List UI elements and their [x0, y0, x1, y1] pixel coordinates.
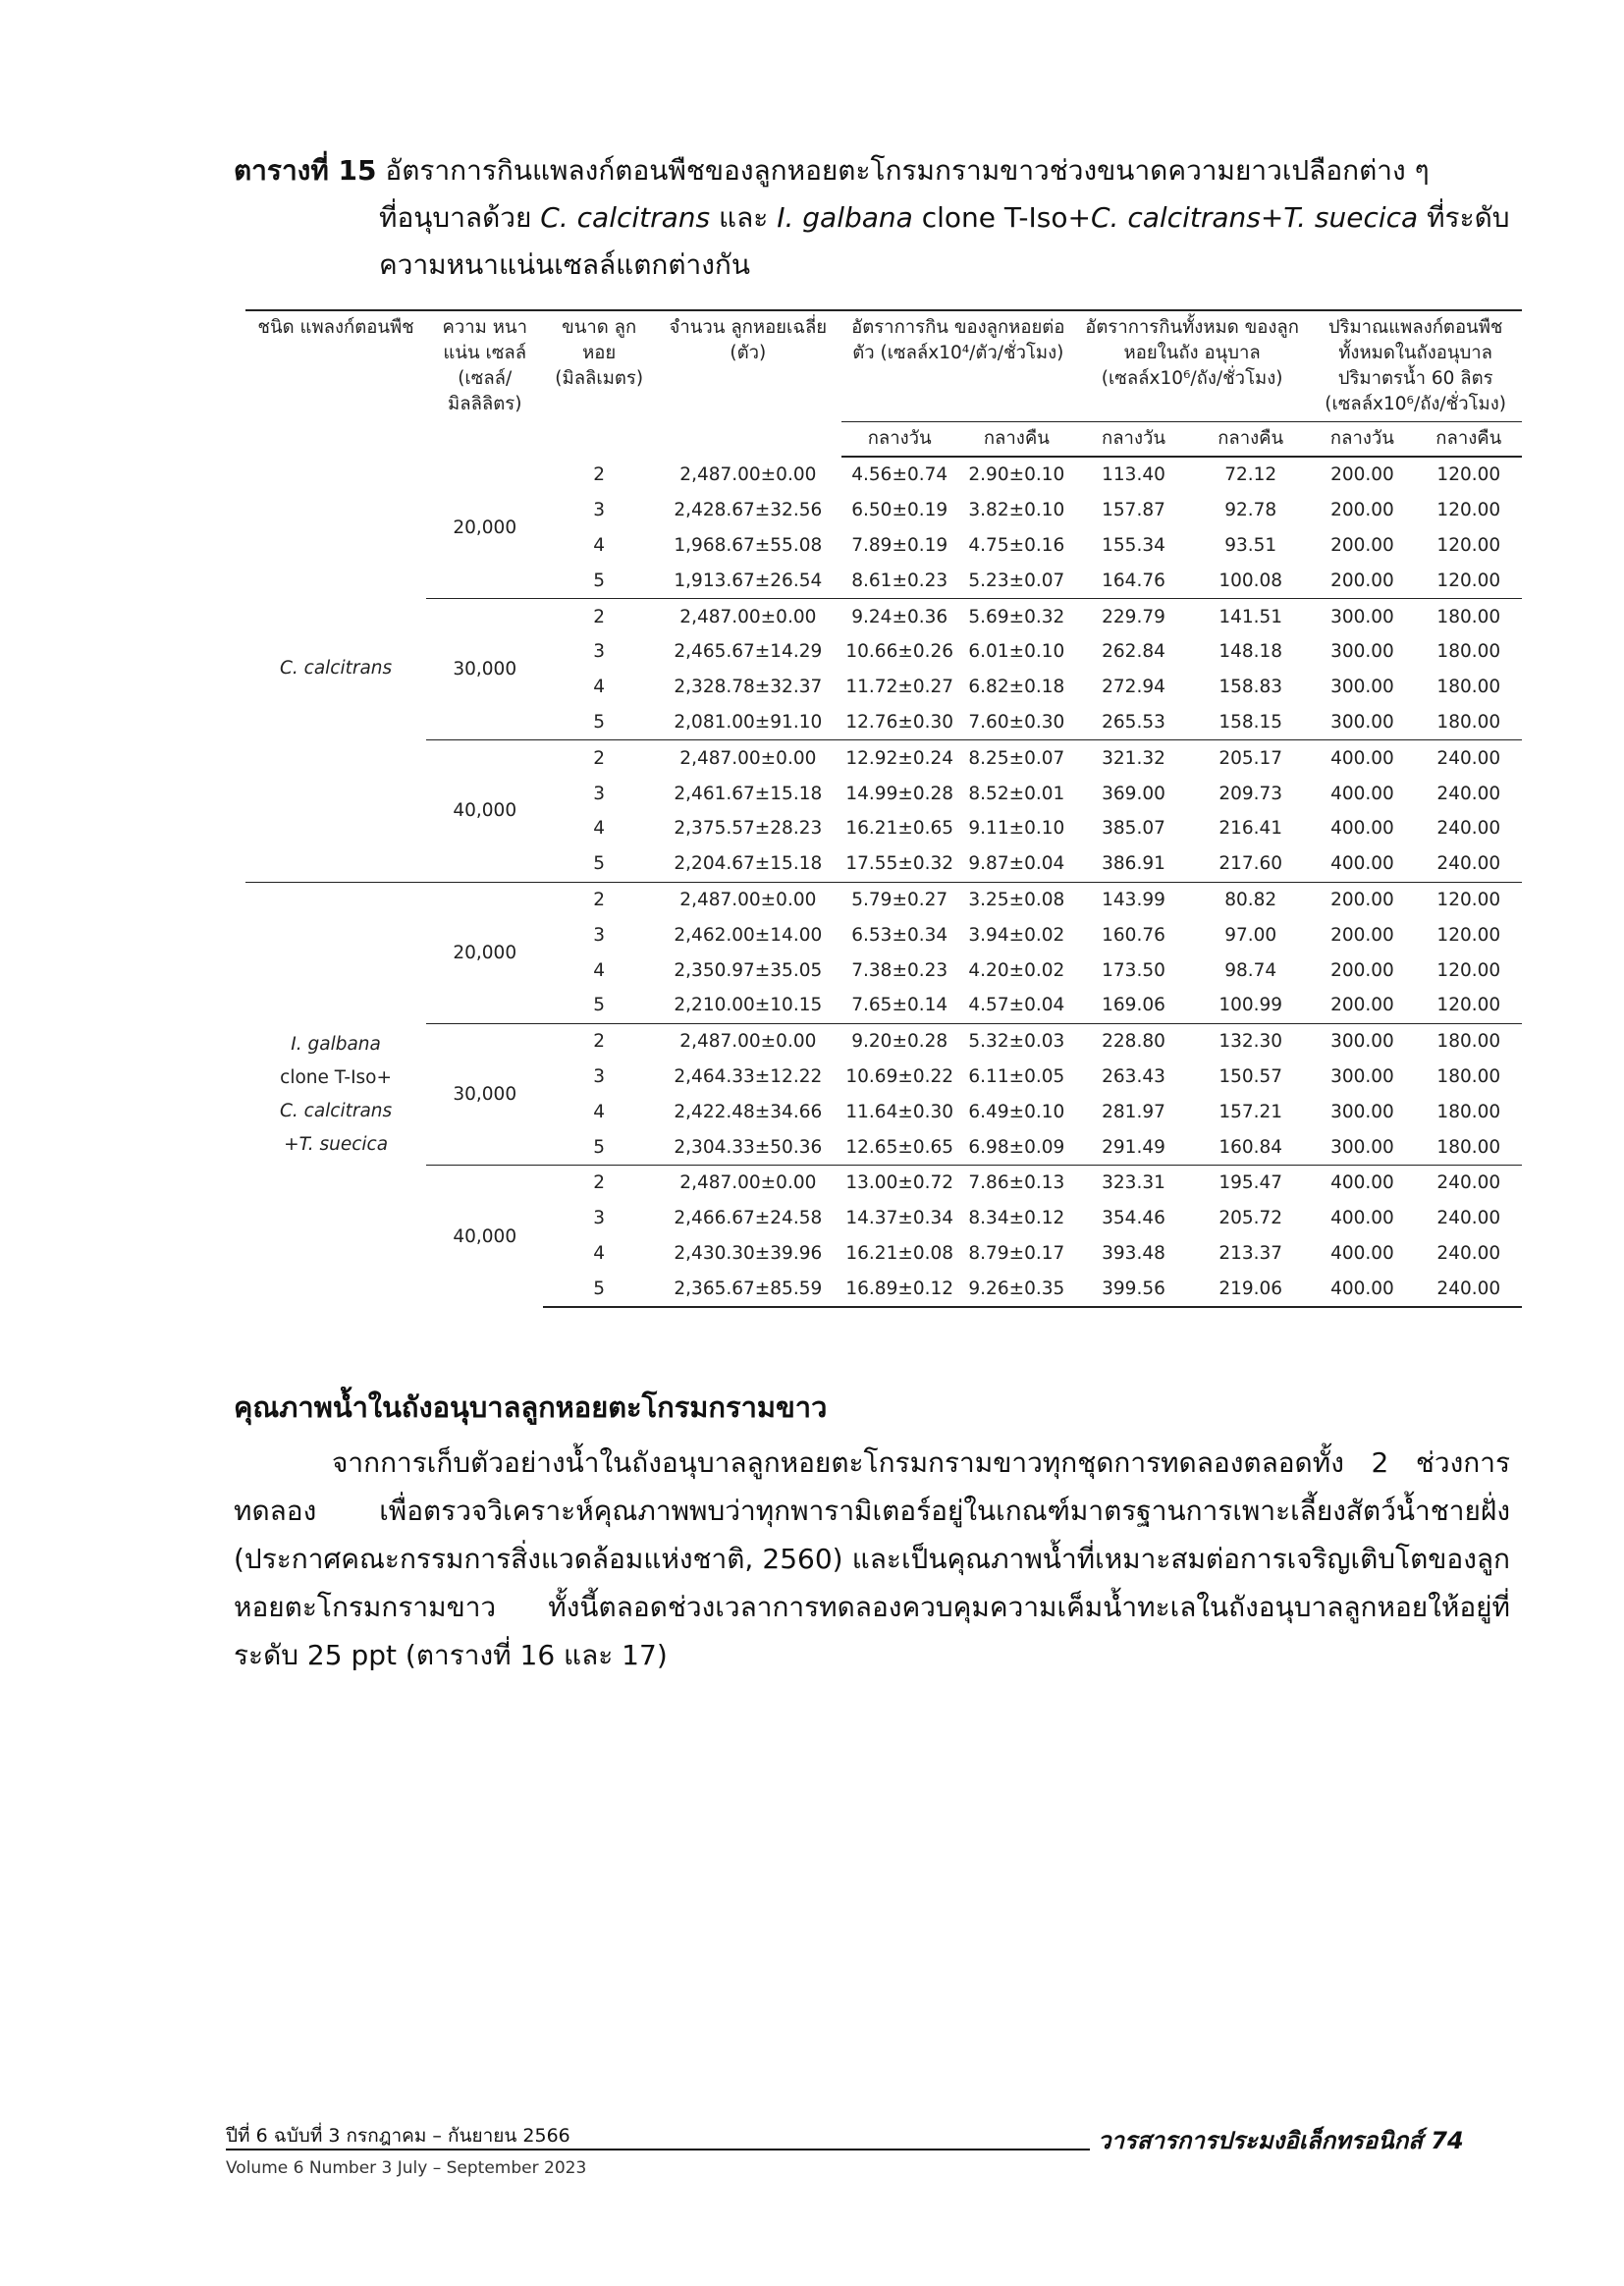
table-cell: 205.72 — [1218, 1208, 1283, 1229]
table-cell: 12.76±0.30 — [845, 711, 954, 733]
table-cell: 120.00 — [1436, 924, 1501, 946]
table-row — [245, 1023, 1522, 1059]
species-name: T. suecica — [1283, 201, 1419, 234]
table-cell: 281.97 — [1102, 1101, 1165, 1122]
table-cell: 300.00 — [1330, 1065, 1394, 1087]
table-cell: 8.34±0.12 — [968, 1208, 1065, 1229]
caption-line-1 — [234, 147, 1500, 194]
table-cell: 158.83 — [1218, 677, 1283, 698]
table-cell: 9.26±0.35 — [958, 1271, 1075, 1307]
table-cell: 150.57 — [1218, 1065, 1283, 1087]
table-row — [245, 740, 1522, 776]
table-row — [245, 599, 1522, 634]
table-cell: 120.00 — [1436, 959, 1501, 981]
table-cell: 1,913.67±26.54 — [674, 570, 823, 591]
table-cell: 200.00 — [1330, 959, 1394, 981]
table-cell: 120.00 — [1416, 882, 1522, 917]
table-cell: 93.51 — [1224, 534, 1277, 556]
table-cell: 354.46 — [1102, 1208, 1165, 1229]
table-cell: 240.00 — [1416, 1271, 1522, 1307]
table-cell: 157.21 — [1218, 1101, 1283, 1122]
table-cell: 92.78 — [1224, 500, 1277, 521]
table-cell: 400.00 — [1309, 1165, 1415, 1200]
table-cell: 180.00 — [1416, 599, 1522, 634]
species-name: C. calcitrans — [1090, 201, 1261, 234]
table-cell: 17.55±0.32 — [845, 853, 954, 875]
table-cell: 400.00 — [1330, 853, 1394, 875]
table-cell: 72.12 — [1224, 464, 1277, 486]
table-cell: 240.00 — [1436, 853, 1501, 875]
table-cell: 2 — [543, 740, 655, 776]
table-cell: 8.25±0.07 — [958, 740, 1075, 776]
table-cell: 98.74 — [1224, 959, 1277, 981]
table-cell: 272.94 — [1102, 677, 1165, 698]
table-cell: 3 — [593, 1065, 606, 1087]
caption-label: ตารางที่ 15 — [234, 154, 377, 187]
table-cell: 2,430.30±39.96 — [674, 1242, 823, 1264]
table-cell: 7.65±0.14 — [851, 995, 948, 1016]
header-species: ชนิด แพลงก์ตอนพืช — [245, 310, 426, 457]
header-count: จำนวน ลูกหอยเฉลี่ย (ตัว) — [655, 310, 841, 457]
caption-text: ที่อนุบาลด้วย — [379, 201, 532, 234]
table-cell: 4 — [593, 534, 606, 556]
table-cell: 9.20±0.28 — [841, 1023, 958, 1059]
table-cell: 180.00 — [1436, 711, 1501, 733]
header-night: กลางคืน — [1416, 422, 1522, 458]
footer-rule — [226, 2149, 1090, 2150]
table-cell: 2,487.00±0.00 — [655, 1165, 841, 1200]
table-cell: 240.00 — [1436, 1242, 1501, 1264]
header-density: ความ หนาแน่น เซลล์ (เซลล์/ มิลลิลิตร) — [426, 310, 543, 457]
species-name: C. calcitrans — [540, 201, 711, 234]
table-cell: 12.65±0.65 — [845, 1136, 954, 1158]
table-cell: 2,422.48±34.66 — [674, 1101, 823, 1122]
table-cell: 7.86±0.13 — [958, 1165, 1075, 1200]
table-cell: 180.00 — [1436, 677, 1501, 698]
table-cell: 399.56 — [1075, 1271, 1192, 1307]
table-cell: 2,465.67±14.29 — [674, 641, 823, 663]
table-cell: 5 — [593, 570, 606, 591]
table-cell: 2 — [543, 1165, 655, 1200]
table-cell: 12.92±0.24 — [841, 740, 958, 776]
table-cell: 2,328.78±32.37 — [674, 677, 823, 698]
species-line: +T. suecica — [284, 1133, 389, 1155]
table-cell: 2,081.00±91.10 — [674, 711, 823, 733]
table-body — [245, 457, 1522, 1307]
table-cell: 200.00 — [1309, 882, 1415, 917]
table-cell: 300.00 — [1330, 1136, 1394, 1158]
table-cell: 157.87 — [1102, 500, 1165, 521]
section-title: คุณภาพน้ำในถังอนุบาลลูกหอยตะโกรมกรามขาว — [234, 1390, 828, 1424]
species-name: I. galbana — [777, 201, 913, 234]
header-size: ขนาด ลูกหอย (มิลลิเมตร) — [543, 310, 655, 457]
table-cell: 2,210.00±10.15 — [674, 995, 823, 1016]
table-cell: 14.99±0.28 — [845, 783, 954, 804]
header-night: กลางคืน — [1192, 422, 1309, 458]
density-cell: 40,000 — [426, 740, 543, 882]
table-cell: 180.00 — [1436, 1065, 1501, 1087]
table-cell: 263.43 — [1102, 1065, 1165, 1087]
table-cell: 400.00 — [1330, 783, 1394, 804]
table-cell: 9.11±0.10 — [968, 818, 1065, 840]
table-cell: 200.00 — [1330, 570, 1394, 591]
table-cell: 2,350.97±35.05 — [674, 959, 823, 981]
caption-text: อัตราการกินแพลงก์ตอนพืชของลูกหอยตะโกรมกรามขาวช่วงขนาดความยาวเปลือกต่าง ๆ — [385, 154, 1430, 187]
table-cell: 180.00 — [1436, 1101, 1501, 1122]
table-cell: 2,428.67±32.56 — [674, 500, 823, 521]
density-cell: 30,000 — [426, 599, 543, 740]
journal-name: วารสารการประมงอิเล็กทรอนิกส์ — [1098, 2127, 1423, 2154]
table-cell: 300.00 — [1330, 711, 1394, 733]
table-cell: 8.52±0.01 — [968, 783, 1065, 804]
table-cell: 4.20±0.02 — [968, 959, 1065, 981]
species-line: C. calcitrans — [279, 658, 393, 680]
table-cell: 120.00 — [1436, 570, 1501, 591]
caption-line-3: ความหนาแน่นเซลล์แตกต่างกัน — [379, 248, 751, 281]
table-cell: 240.00 — [1436, 1208, 1501, 1229]
table-cell: 160.76 — [1102, 924, 1165, 946]
table-cell: 155.34 — [1102, 534, 1165, 556]
table-cell: 240.00 — [1436, 783, 1501, 804]
table-cell: 6.11±0.05 — [968, 1065, 1065, 1087]
density-cell: 40,000 — [426, 1165, 543, 1307]
table-cell: 3 — [593, 641, 606, 663]
table-caption — [234, 147, 1510, 289]
table-cell: 300.00 — [1330, 677, 1394, 698]
table-cell: 2,462.00±14.00 — [674, 924, 823, 946]
table-cell: 2,487.00±0.00 — [655, 882, 841, 917]
table-cell: 7.38±0.23 — [851, 959, 948, 981]
table-cell: 160.84 — [1218, 1136, 1283, 1158]
table-cell: 16.21±0.65 — [845, 818, 954, 840]
table-cell: 3 — [593, 1208, 606, 1229]
table-cell: 217.60 — [1218, 853, 1283, 875]
table-cell: 4 — [593, 1101, 606, 1122]
table-cell: 141.51 — [1192, 599, 1309, 634]
table-cell: 113.40 — [1102, 464, 1165, 486]
table-cell: 6.98±0.09 — [968, 1136, 1065, 1158]
table-cell: 6.53±0.34 — [851, 924, 948, 946]
table-cell: 80.82 — [1192, 882, 1309, 917]
table-cell: 13.00±0.72 — [841, 1165, 958, 1200]
species-line: C. calcitrans — [279, 1100, 393, 1121]
table-cell: 5.32±0.03 — [958, 1023, 1075, 1059]
table-cell: 148.18 — [1218, 641, 1283, 663]
table-cell: 120.00 — [1436, 534, 1501, 556]
table-cell: 385.07 — [1102, 818, 1165, 840]
table-cell: 143.99 — [1075, 882, 1192, 917]
table-cell: 3.94±0.02 — [968, 924, 1065, 946]
table-cell: 228.80 — [1075, 1023, 1192, 1059]
table-row — [245, 1165, 1522, 1200]
table-cell: 14.37±0.34 — [845, 1208, 954, 1229]
species-line: I. galbana — [291, 1033, 381, 1055]
table-cell: 205.17 — [1192, 740, 1309, 776]
table-cell: 213.37 — [1218, 1242, 1283, 1264]
table-cell: 400.00 — [1309, 740, 1415, 776]
table-cell: 120.00 — [1436, 464, 1501, 486]
table-cell: 262.84 — [1102, 641, 1165, 663]
table-cell: 169.06 — [1102, 995, 1165, 1016]
table-cell: 6.01±0.10 — [968, 641, 1065, 663]
table-cell: 300.00 — [1309, 599, 1415, 634]
table-cell: 5.69±0.32 — [958, 599, 1075, 634]
table-cell: 2 — [593, 463, 606, 485]
table-row — [245, 457, 1522, 493]
table-cell: 323.31 — [1075, 1165, 1192, 1200]
caption-text: + — [1260, 201, 1284, 234]
table-cell: 8.61±0.23 — [851, 570, 948, 591]
species-line: clone T-Iso+ — [280, 1066, 392, 1088]
species-cell — [245, 882, 426, 1307]
species-cell — [245, 457, 426, 882]
table-cell: 240.00 — [1416, 1165, 1522, 1200]
header-day: กลางวัน — [1075, 422, 1192, 458]
footer-english-issue: Volume 6 Number 3 July – September 2023 — [226, 2158, 587, 2178]
table-cell: 2,487.00±0.00 — [679, 463, 817, 485]
header-day: กลางวัน — [1309, 422, 1415, 458]
table-cell: 5 — [593, 1136, 606, 1158]
table-cell: 2,487.00±0.00 — [655, 740, 841, 776]
table-cell: 2,204.67±15.18 — [674, 853, 823, 875]
table-cell: 11.72±0.27 — [845, 677, 954, 698]
table-cell: 240.00 — [1416, 740, 1522, 776]
table-cell: 2,487.00±0.00 — [655, 1023, 841, 1059]
table-cell: 3 — [593, 783, 606, 804]
table-cell: 16.21±0.08 — [845, 1242, 954, 1264]
table-cell: 209.73 — [1218, 783, 1283, 804]
table-cell: 4 — [593, 818, 606, 840]
table-cell: 5.23±0.07 — [968, 570, 1065, 591]
density-cell: 20,000 — [426, 882, 543, 1023]
caption-text: และ — [719, 201, 769, 234]
header-rate-individual: อัตราการกิน ของลูกหอยต่อตัว (เซลล์x10⁴/ตัว/ชั่วโมง) — [841, 310, 1075, 422]
table-cell: 16.89±0.12 — [841, 1271, 958, 1307]
table-cell: 164.76 — [1102, 570, 1165, 591]
table-cell: 9.24±0.36 — [841, 599, 958, 634]
table-cell: 10.66±0.26 — [845, 641, 954, 663]
table-cell: 291.49 — [1102, 1136, 1165, 1158]
table-cell: 229.79 — [1075, 599, 1192, 634]
table-cell: 6.82±0.18 — [968, 677, 1065, 698]
table-cell: 216.41 — [1218, 818, 1283, 840]
table-cell: 219.06 — [1192, 1271, 1309, 1307]
table-cell: 4.75±0.16 — [968, 534, 1065, 556]
table-cell: 400.00 — [1330, 1242, 1394, 1264]
table-cell: 97.00 — [1224, 924, 1277, 946]
table-cell: 100.99 — [1218, 995, 1283, 1016]
table-cell: 300.00 — [1330, 641, 1394, 663]
body-paragraph — [234, 1439, 1510, 1679]
table-cell: 3.25±0.08 — [958, 882, 1075, 917]
table-cell: 6.49±0.10 — [968, 1101, 1065, 1122]
footer-journal — [1098, 2121, 1464, 2159]
caption-text: ที่ระดับ — [1427, 201, 1510, 234]
table-cell: 180.00 — [1436, 641, 1501, 663]
table-cell: 6.50±0.19 — [851, 500, 948, 521]
table-cell: 369.00 — [1102, 783, 1165, 804]
density-cell: 30,000 — [426, 1023, 543, 1165]
table-cell: 7.60±0.30 — [968, 711, 1065, 733]
caption-text: clone T-Iso+ — [921, 201, 1091, 234]
table-cell: 2 — [543, 599, 655, 634]
table-cell: 2,466.67±24.58 — [674, 1208, 823, 1229]
table-cell: 5 — [593, 995, 606, 1016]
table-cell: 2,365.67±85.59 — [655, 1271, 841, 1307]
feeding-rate-table — [245, 309, 1522, 1308]
table-cell: 321.32 — [1075, 740, 1192, 776]
table-cell: 7.89±0.19 — [851, 534, 948, 556]
table-cell: 300.00 — [1330, 1101, 1394, 1122]
header-plankton-total: ปริมาณแพลงก์ตอนพืช ทั้งหมดในถังอนุบาล ปริมาตรน้ำ 60 ลิตร (เซลล์x10⁶/ถัง/ชั่วโมง) — [1309, 310, 1522, 422]
table-cell: 3 — [593, 500, 606, 521]
table-cell: 4 — [593, 677, 606, 698]
table-cell: 5 — [593, 853, 606, 875]
density-cell: 20,000 — [453, 517, 517, 538]
table-cell: 400.00 — [1330, 818, 1394, 840]
table-cell: 2,464.33±12.22 — [674, 1065, 823, 1087]
table-cell: 200.00 — [1330, 924, 1394, 946]
table-cell: 240.00 — [1436, 818, 1501, 840]
table-cell: 200.00 — [1330, 464, 1394, 486]
table-cell: 10.69±0.22 — [845, 1065, 954, 1087]
table-cell: 265.53 — [1102, 711, 1165, 733]
table-cell: 4 — [593, 1242, 606, 1264]
table-cell: 386.91 — [1102, 853, 1165, 875]
table-cell: 5.79±0.27 — [841, 882, 958, 917]
table-cell: 180.00 — [1436, 1136, 1501, 1158]
table-cell: 2 — [543, 1023, 655, 1059]
table-cell: 180.00 — [1416, 1023, 1522, 1059]
table-cell: 400.00 — [1330, 1208, 1394, 1229]
table-cell: 11.64±0.30 — [845, 1101, 954, 1122]
table-cell: 3.82±0.10 — [968, 500, 1065, 521]
header-night: กลางคืน — [958, 422, 1075, 458]
table-cell: 2,461.67±15.18 — [674, 783, 823, 804]
table-cell: 4.57±0.04 — [968, 995, 1065, 1016]
table-cell: 200.00 — [1330, 995, 1394, 1016]
header-rate-total: อัตราการกินทั้งหมด ของลูกหอยในถัง อนุบาล (เซลล์x10⁶/ถัง/ชั่วโมง) — [1075, 310, 1309, 422]
caption-line-2 — [234, 194, 1510, 242]
table-cell: 300.00 — [1309, 1023, 1415, 1059]
table-cell: 9.87±0.04 — [968, 853, 1065, 875]
table-cell: 2,375.57±28.23 — [674, 818, 823, 840]
table-cell: 2,487.00±0.00 — [655, 599, 841, 634]
table-cell: 120.00 — [1436, 995, 1501, 1016]
table-cell: 3 — [593, 924, 606, 946]
table-cell: 173.50 — [1102, 959, 1165, 981]
table-cell: 120.00 — [1436, 500, 1501, 521]
table-cell: 8.79±0.17 — [968, 1242, 1065, 1264]
table-cell: 1,968.67±55.08 — [674, 534, 823, 556]
page-number: 74 — [1431, 2127, 1464, 2154]
footer-thai-issue: ปีที่ 6 ฉบับที่ 3 กรกฎาคม – กันยายน 2566 — [226, 2125, 570, 2147]
paragraph-text: จากการเก็บตัวอย่างน้ำในถังอนุบาลลูกหอยตะโกรมกรามขาวทุกชุดการทดลองตลอดทั้ง 2 ช่วงการทดลอง เพื่อตรวจวิเคราะห์คุณภาพพบว่าทุกพารามิเตอร์อยู่ในเกณฑ์มาตรฐานการเพาะเลี้ยงสัตว์น้ำชายฝั่ง (ประกาศคณะกรรมการสิ่งแวดล้อมแห่งชาติ, 2560) และเป็นคุณภาพน้ำที่เหมาะสมต่อการเจริญเติบโตของลูกหอยตะโกรมกรามขาว ทั้งนี้ตลอดช่วงเวลาการทดลองควบคุมความเค็มน้ำทะเลในถังอนุบาลลูกหอยให้อยู่ที่ระดับ 25 ppt (ตารางที่ 16 และ 17) — [234, 1446, 1510, 1671]
table-cell: 4.56±0.74 — [851, 464, 948, 486]
table-cell: 195.47 — [1192, 1165, 1309, 1200]
table-cell: 5 — [593, 711, 606, 733]
table-cell: 158.15 — [1218, 711, 1283, 733]
table-cell: 5 — [543, 1271, 655, 1307]
table-cell: 393.48 — [1102, 1242, 1165, 1264]
table-cell: 400.00 — [1309, 1271, 1415, 1307]
header-day: กลางวัน — [841, 422, 958, 458]
table-cell: 132.30 — [1192, 1023, 1309, 1059]
table-cell: 200.00 — [1330, 500, 1394, 521]
table-cell: 4 — [593, 959, 606, 981]
table-cell: 2.90±0.10 — [968, 464, 1065, 486]
table-cell: 100.08 — [1218, 570, 1283, 591]
table-cell: 2,304.33±50.36 — [674, 1136, 823, 1158]
table-row — [245, 882, 1522, 917]
table-cell: 200.00 — [1330, 534, 1394, 556]
table-cell: 2 — [543, 882, 655, 917]
